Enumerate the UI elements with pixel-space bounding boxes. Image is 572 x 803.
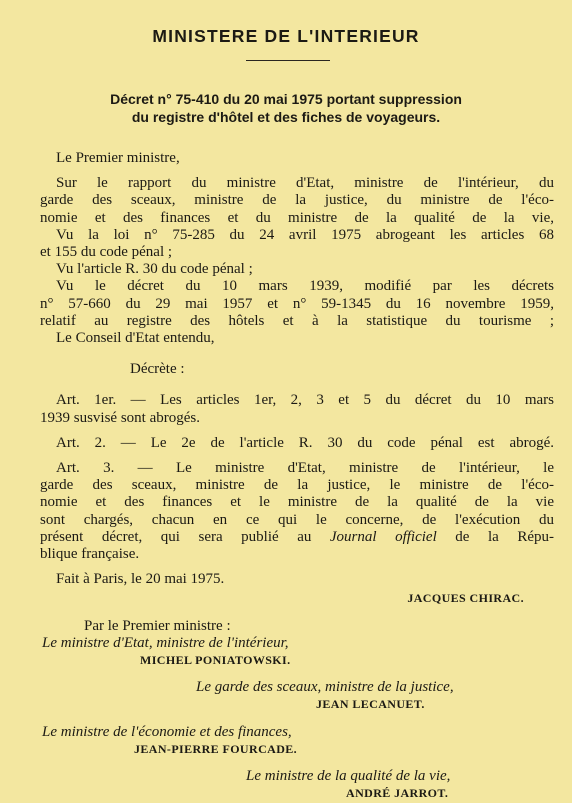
visa-decret: [40, 278, 554, 330]
countersignatures: [0, 635, 554, 803]
visa-conseil: Le Conseil d'Etat entendu,: [56, 330, 215, 347]
article-2: Art. 2. — Le 2e de l'article R. 30 du code pénal est abrogé.: [56, 434, 554, 451]
name-lecanuet: JEAN LECANUET.: [316, 697, 425, 712]
vu-decret-line: Vu le décret du 10 mars 1939, modifié par les décrets: [56, 278, 554, 295]
rapport-line: nomie et des finances et du ministre de la qualité de la vie,: [40, 209, 554, 226]
role-qualite-de-la-vie: Le ministre de la qualité de la vie,: [246, 768, 451, 785]
article-3: [40, 460, 554, 563]
article-3-line: nomie et des finances et le ministre de la qualité de la vie: [40, 494, 554, 511]
article-3-line: [40, 529, 554, 546]
article-3-text: de la Répu-: [436, 528, 554, 545]
article-3-line: Art. 3. — Le ministre d'Etat, ministre de l'intérieur, le: [56, 460, 554, 477]
role-economie: Le ministre de l'économie et des finances,: [42, 723, 292, 740]
vu-decret-line: n° 57-660 du 29 mai 1957 et n° 59-1345 du 16 novembre 1959,: [40, 295, 554, 312]
name-poniatowski: MICHEL PONIATOWSKI.: [140, 653, 291, 668]
role-interieur: Le ministre d'Etat, ministre de l'intérieur,: [42, 634, 289, 651]
decrete: Décrète :: [130, 361, 185, 378]
visa-loi: [40, 227, 554, 261]
decree-title-line-1: Décret n° 75-410 du 20 mai 1975 portant suppression: [110, 91, 462, 107]
opening: Le Premier ministre,: [56, 150, 180, 166]
fait-a-paris: Fait à Paris, le 20 mai 1975.: [56, 571, 225, 588]
decree-title: [20, 90, 552, 126]
ministry-heading: MINISTERE DE L'INTERIEUR: [152, 26, 420, 46]
visa-rapport: [40, 175, 554, 227]
visa-article: Vu l'article R. 30 du code pénal ;: [56, 261, 253, 278]
name-jarrot: ANDRÉ JARROT.: [346, 786, 449, 801]
name-fourcade: JEAN-PIERRE FOURCADE.: [134, 741, 298, 756]
par-le-premier-ministre: Par le Premier ministre :: [84, 617, 231, 634]
decree-body: [40, 150, 554, 803]
article-1-line: Art. 1er. — Les articles 1er, 2, 3 et 5 du décret du 10 mars: [56, 392, 554, 409]
rapport-line: Sur le rapport du ministre d'Etat, ministre de l'intérieur, du: [56, 175, 554, 192]
vu-loi-line: Vu la loi n° 75-285 du 24 avril 1975 abrogeant les articles 68: [56, 226, 554, 243]
vu-decret-line: relatif au registre des hôtels et à la statistique du tourisme ;: [40, 312, 554, 329]
article-3-text: présent décret, qui sera publié au: [40, 528, 330, 545]
article-3-line: blique française.: [40, 546, 140, 563]
heading-rule: [246, 60, 330, 61]
signatory-prime-minister: JACQUES CHIRAC.: [407, 591, 524, 606]
article-1: [40, 392, 554, 426]
role-garde-des-sceaux: Le garde des sceaux, ministre de la justice,: [196, 679, 454, 696]
article-3-line: sont chargés, chacun en ce qui le concerne, de l'exécution du: [40, 511, 554, 528]
rapport-line: garde des sceaux, ministre de la justice, du ministre de l'éco-: [40, 192, 554, 209]
article-3-line: garde des sceaux, ministre de la justice, le ministre de l'éco-: [40, 477, 554, 494]
decree-title-line-2: du registre d'hôtel et des fiches de voyageurs.: [131, 109, 441, 125]
vu-loi-line: et 155 du code pénal ;: [40, 244, 173, 261]
article-1-line: 1939 susvisé sont abrogés.: [40, 409, 200, 426]
journal-officiel: Journal officiel: [329, 528, 437, 545]
